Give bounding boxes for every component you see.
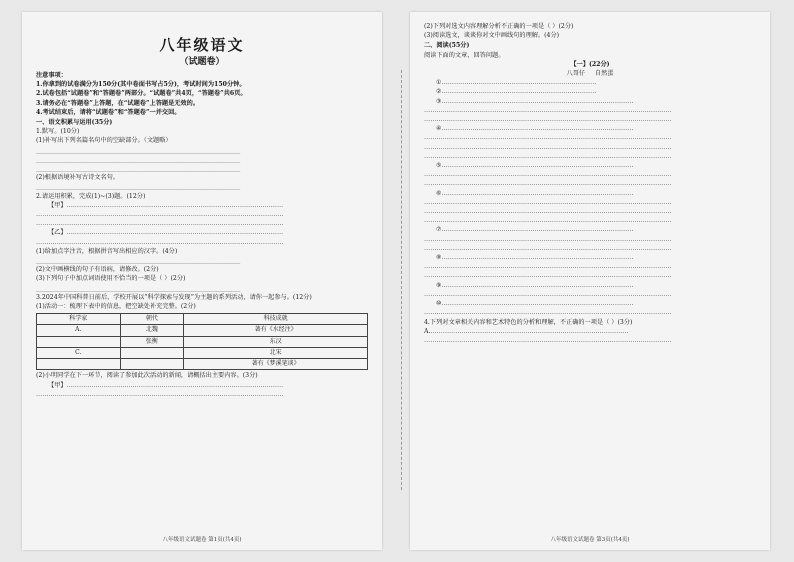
notice-item-2: 2.试卷包括“试题卷”和“答题卷”两部分。“试题卷”共4页，“答题卷”共6页。 <box>36 90 247 98</box>
text-block: ………………………………………………………………………………………………………… <box>424 180 672 188</box>
question-2-heading: 2.请运用积累，完成(1)~(3)题。(12分) <box>36 192 146 200</box>
paragraph: ⑩………………………………………………………………………………… <box>436 300 634 308</box>
text-block: ………………………………………………………………………………………………………… <box>424 198 672 206</box>
table-row <box>37 347 368 358</box>
exam-title: 八年级语文 <box>159 36 245 54</box>
question-2-sub-1: (1)给加点字注音，根据拼音写出相应的汉字。(4分) <box>36 247 178 255</box>
table-cell: 北宋 <box>184 347 368 358</box>
table-cell: 著有《水经注》 <box>184 325 368 336</box>
text-block: ………………………………………………………………………………………………………… <box>36 220 284 228</box>
notice-item-4: 4.考试结束后，请将“试题卷”和“答题卷”一并交回。 <box>36 108 181 116</box>
paragraph-number: ⑩ <box>436 300 442 308</box>
paragraph-number: ② <box>436 88 442 96</box>
question-3-heading: 3.2024年中国科普日前后，学校开展以“科学探索与发现”为主题的系列活动，请你一起参与。(12分) <box>36 293 312 301</box>
news-passage-mark: 【甲】 <box>48 381 67 389</box>
table-row <box>37 359 368 370</box>
paragraph: ⑨………………………………………………………………………………… <box>436 281 634 289</box>
question-3-sub-2: (2)小明同学在下一环节，阅读了参加此次活动的新闻，请概括出主要内容。(3分) <box>36 372 258 380</box>
question-1-part-2: (2)根据语境补写古诗文名句。 <box>36 174 120 182</box>
question-3-sub-1: (1)活动一：梳理下表中的信息，把空缺处补充完整。(2分) <box>36 303 196 311</box>
paragraph: ⑥………………………………………………………………………………… <box>436 189 634 197</box>
text-block: ………………………………………………………………………………………………………… <box>424 336 672 344</box>
right-page <box>410 12 770 550</box>
text-block: __________________________________________________________________ <box>36 165 241 173</box>
passage-a: 【甲】…………………………………………………………………………………………… <box>48 201 284 209</box>
text-block: __________________________________________________________________ <box>36 257 241 265</box>
table-header-cell: 朝代 <box>120 314 184 325</box>
text-block: ………………………………………………………………………………………………………… <box>424 208 672 216</box>
table-header-row <box>37 314 368 325</box>
text-block: ………………………………………………………………………………………………………… <box>424 152 672 160</box>
table-cell <box>37 336 121 347</box>
text-block: ………………………………………………………………………………………………………… <box>36 390 284 398</box>
passage-b-mark: 【乙】 <box>48 229 67 237</box>
notice-heading: 注意事项： <box>36 72 67 79</box>
left-page-content <box>36 22 368 530</box>
paragraph: ③………………………………………………………………………………… <box>436 97 634 105</box>
table-row <box>37 325 368 336</box>
text-block: __________________________________________________________________ <box>36 155 241 163</box>
section-2-heading: 二、阅读(55分) <box>424 42 470 50</box>
question-1-heading: 1.默写。(10分) <box>36 128 80 136</box>
table-cell <box>37 359 121 370</box>
carryover-question-2: (3)阅读选文，谈谈你对文中画线句的理解。(4分) <box>424 32 560 40</box>
text-block: ………………………………………………………………………………………………………… <box>424 244 672 252</box>
text-block: ………………………………………………………………………………………………………… <box>424 235 672 243</box>
text-block: ………………………………………………………………………………………………………… <box>36 211 284 219</box>
text-block: ………………………………………………………………………………………………………… <box>424 134 672 142</box>
text-block: ………………………………………………………………………………………………………… <box>424 217 672 225</box>
text-block: __________________________________________________________________ <box>36 183 241 191</box>
question-1-part-1: (1)补写出下列名篇名句中的空缺部分。（文题略） <box>36 137 172 145</box>
text-block: ………………………………………………………………………………………………………… <box>424 290 672 298</box>
article-title: 八哥仔 <box>566 70 586 78</box>
paragraph: ①………………………………………………………………… <box>436 79 597 87</box>
left-page-footer: 八年级语文试题卷 第1页(共4页) <box>162 536 242 543</box>
paragraph: ⑦………………………………………………………………………………… <box>436 226 634 234</box>
table-cell: A. <box>37 325 121 336</box>
text-block: ………………………………………………………………………………………………………… <box>424 106 672 114</box>
part-1-heading: 【一】(22分) <box>570 60 610 68</box>
section-1-heading: 一、语文积累与运用(35分) <box>36 119 113 127</box>
scientist-table <box>36 313 368 370</box>
carryover-question-1: (2)下列对选文内容理解分析不正确的一项是（ ）(2分) <box>424 23 574 30</box>
paragraph: ⑧………………………………………………………………………………… <box>436 254 634 262</box>
text-block: ………………………………………………………………………………………………………… <box>424 143 672 151</box>
paragraph-number: ⑧ <box>436 254 442 262</box>
table-cell: 北魏 <box>120 325 184 336</box>
paragraph: ④………………………………………………………………………………… <box>436 125 634 133</box>
paragraph-number: ④ <box>436 125 442 133</box>
right-page-content <box>424 22 756 530</box>
table-cell: 张衡 <box>120 336 184 347</box>
question-2-sub-2: (2)文中画横线的句子有语病，请修改。(2分) <box>36 266 159 274</box>
table-cell <box>120 347 184 358</box>
table-header-cell: 科技成就 <box>184 314 368 325</box>
text-block: ………………………………………………………………………………………………………… <box>424 171 672 179</box>
text-block: ………………………………………………………………………………………………………… <box>424 309 672 317</box>
text-block: ………………………………………………………………………………………………………… <box>424 272 672 280</box>
text-block: ………………………………………………………………………………………………………… <box>424 116 672 124</box>
text-block: __________________________________________________________________ <box>36 284 241 292</box>
table-cell: 著有《梦溪笔谈》 <box>184 359 368 370</box>
paragraph-number: ① <box>436 79 442 87</box>
question-2-sub-3: (3)下列句子中加点词语使用不恰当的一项是（ ）(2分) <box>36 275 186 283</box>
text-block: ………………………………………………………………………………………………………… <box>424 263 672 271</box>
question-4-option-a: A.…………………………………………………………………………………… <box>424 327 629 335</box>
article-author: 自然蛋 <box>594 70 614 78</box>
paragraph-number: ⑨ <box>436 281 442 289</box>
table-cell: C. <box>37 347 121 358</box>
page-divider <box>401 70 402 490</box>
paragraph-number: ⑤ <box>436 162 442 170</box>
table-header-cell: 科学家 <box>37 314 121 325</box>
paragraph-number: ⑥ <box>436 189 442 197</box>
notice-item-1: 1.你拿到的试卷满分为150分(其中卷面书写占5分)，考试时间为150分钟。 <box>36 81 246 89</box>
passage-a-mark: 【甲】 <box>48 201 67 209</box>
paragraph-number: ⑦ <box>436 226 442 234</box>
table-cell <box>120 359 184 370</box>
exam-subtitle: （试题卷） <box>179 57 225 67</box>
notice-item-3: 3.请务必在“答题卷”上答题，在“试题卷”上答题是无效的。 <box>36 99 200 107</box>
passage-b: 【乙】…………………………………………………………………………………………… <box>48 229 284 237</box>
table-row <box>37 336 368 347</box>
paragraph: ②………………………………………………………………… <box>436 88 597 96</box>
text-block: __________________________________________________________________ <box>36 146 241 154</box>
right-page-footer: 八年级语文试题卷 第3页(共4页) <box>550 536 630 543</box>
question-4: 4.下列对文章相关内容和艺术特色的分析和理解，不正确的一项是（ ）(3分) <box>424 318 633 326</box>
option-a-label: A. <box>424 327 431 335</box>
news-passage: 【甲】…………………………………………………………………………………………… <box>48 381 284 389</box>
paragraph-number: ③ <box>436 97 442 105</box>
left-page <box>22 12 382 550</box>
text-block: ………………………………………………………………………………………………………… <box>36 238 284 246</box>
table-cell: 东汉 <box>184 336 368 347</box>
paragraph: ⑤………………………………………………………………………………… <box>436 162 634 170</box>
section-2-lead: 阅读下面的文章，回答问题。 <box>424 51 505 59</box>
article-title-line <box>424 70 756 78</box>
